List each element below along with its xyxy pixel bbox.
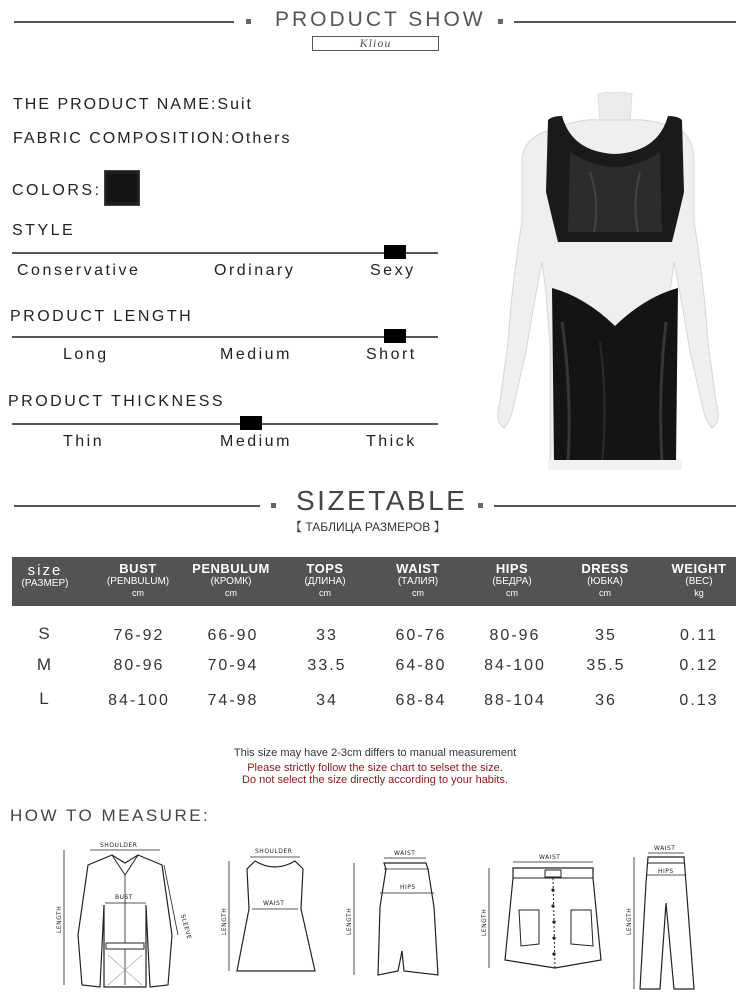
row-m-waist: 64-80 xyxy=(395,657,447,674)
length-label: LENGTH xyxy=(221,907,228,935)
col-size: size (РАЗМЕР) xyxy=(21,562,69,589)
style-title: STYLE xyxy=(12,222,76,239)
note-measurement-diff: This size may have 2-3cm differs to manual measurement xyxy=(233,747,517,759)
sizetable-subtitle: 【 ТАБЛИЦА РАЗМЕРОВ 】 xyxy=(290,520,446,534)
waist-label: WAIST xyxy=(654,845,676,852)
col-waist: WAIST (ТАЛИЯ) cm xyxy=(396,561,440,598)
length-marker xyxy=(384,329,406,343)
measure-denim-skirt-figure xyxy=(475,850,620,985)
header-right-rule xyxy=(514,21,736,23)
waist-label: WAIST xyxy=(394,850,416,857)
brand-name: Kliou xyxy=(312,36,439,51)
col-hips: HIPS (БЕДРА) cm xyxy=(492,561,532,598)
bust-label: BUST xyxy=(115,894,133,901)
length-label: LENGTH xyxy=(481,908,488,936)
style-option-sexy: Sexy xyxy=(370,262,416,279)
col-dress: DRESS (ЮБКА) cm xyxy=(581,561,629,598)
thickness-option-thin: Thin xyxy=(63,433,105,450)
measure-skirt-figure xyxy=(340,847,445,992)
style-option-ordinary: Ordinary xyxy=(214,262,296,279)
product-photo xyxy=(490,92,740,470)
style-marker xyxy=(384,245,406,259)
product-name-label: THE PRODUCT NAME: xyxy=(13,96,218,113)
length-title: PRODUCT LENGTH xyxy=(10,308,194,325)
row-l-bust: 84-100 xyxy=(108,692,170,709)
sizetable-left-rule xyxy=(14,505,260,507)
header-left-dot xyxy=(246,19,251,24)
col-bust: BUST (PENBULUM) cm xyxy=(106,561,170,598)
note-habits: Do not select the size directly according to your habits. xyxy=(242,774,508,786)
color-swatch-black[interactable] xyxy=(104,170,140,206)
product-name-row xyxy=(13,96,253,114)
size-table-header xyxy=(12,557,736,606)
length-label: LENGTH xyxy=(626,907,633,935)
sizetable-right-dot xyxy=(478,503,483,508)
measure-dress-figure xyxy=(215,843,320,993)
length-option-medium: Medium xyxy=(220,346,292,363)
row-l-size: L xyxy=(39,689,51,708)
sizetable-left-dot xyxy=(271,503,276,508)
length-option-short: Short xyxy=(366,346,417,363)
fabric-value: Others xyxy=(231,130,292,147)
shoulder-label: SHOULDER xyxy=(100,842,138,849)
col-penbulum: PENBULUM (КРОМК) cm xyxy=(192,561,270,598)
header-left-rule xyxy=(14,21,234,23)
col-weight: WEIGHT (ВЕС) kg xyxy=(671,561,727,598)
thickness-option-thick: Thick xyxy=(366,433,417,450)
thickness-title: PRODUCT THICKNESS xyxy=(8,393,226,410)
col-tops: TOPS (ДЛИНА) cm xyxy=(304,561,346,598)
hips-label: HIPS xyxy=(658,868,674,875)
sizetable-right-rule xyxy=(494,505,736,507)
waist-label: WAIST xyxy=(263,900,285,907)
row-s-penbulum: 66-90 xyxy=(207,627,259,644)
page-title: PRODUCT SHOW xyxy=(275,8,486,31)
row-l-weight: 0.13 xyxy=(679,692,719,709)
row-m-dress: 35.5 xyxy=(586,657,626,674)
measure-pants-figure xyxy=(622,843,702,993)
style-option-conservative: Conservative xyxy=(17,262,141,279)
product-name-value: Suit xyxy=(217,96,253,113)
hips-label: HIPS xyxy=(400,884,416,891)
shoulder-label: SHOULDER xyxy=(255,848,293,855)
row-s-bust: 76-92 xyxy=(113,627,165,644)
row-m-hips: 84-100 xyxy=(484,657,546,674)
colors-label: COLORS: xyxy=(12,182,102,199)
sizetable-title: SIZETABLE xyxy=(296,485,468,516)
how-to-measure-title: HOW TO MEASURE: xyxy=(10,806,211,825)
waist-label: WAIST xyxy=(539,854,561,861)
note-follow-chart: Please strictly follow the size chart to selset the size. xyxy=(247,762,503,774)
length-label: LENGTH xyxy=(56,905,63,933)
row-l-penbulum: 74-98 xyxy=(207,692,259,709)
row-s-tops: 33 xyxy=(316,627,338,644)
row-m-weight: 0.12 xyxy=(679,657,719,674)
row-m-penbulum: 70-94 xyxy=(207,657,259,674)
row-m-tops: 33.5 xyxy=(307,657,347,674)
fabric-row xyxy=(13,130,291,148)
row-l-waist: 68-84 xyxy=(395,692,447,709)
row-m-bust: 80-96 xyxy=(113,657,165,674)
row-s-hips: 80-96 xyxy=(489,627,541,644)
row-l-dress: 36 xyxy=(595,692,617,709)
row-m-size: M xyxy=(36,655,54,674)
thickness-option-medium: Medium xyxy=(220,433,292,450)
sleeve-label: SLEEVE xyxy=(179,913,193,941)
length-option-long: Long xyxy=(63,346,109,363)
length-label: LENGTH xyxy=(346,907,353,935)
style-scale-line xyxy=(12,252,438,254)
thickness-scale-line xyxy=(12,423,438,425)
row-l-hips: 88-104 xyxy=(484,692,546,709)
row-s-size: S xyxy=(38,624,52,643)
row-s-weight: 0.11 xyxy=(680,627,718,644)
row-s-waist: 60-76 xyxy=(395,627,447,644)
row-s-dress: 35 xyxy=(595,627,617,644)
header-right-dot xyxy=(498,19,503,24)
fabric-label: FABRIC COMPOSITION: xyxy=(13,130,232,147)
measure-jacket-figure xyxy=(50,835,200,995)
row-l-tops: 34 xyxy=(316,692,338,709)
length-scale-line xyxy=(12,336,438,338)
thickness-marker xyxy=(240,416,262,430)
